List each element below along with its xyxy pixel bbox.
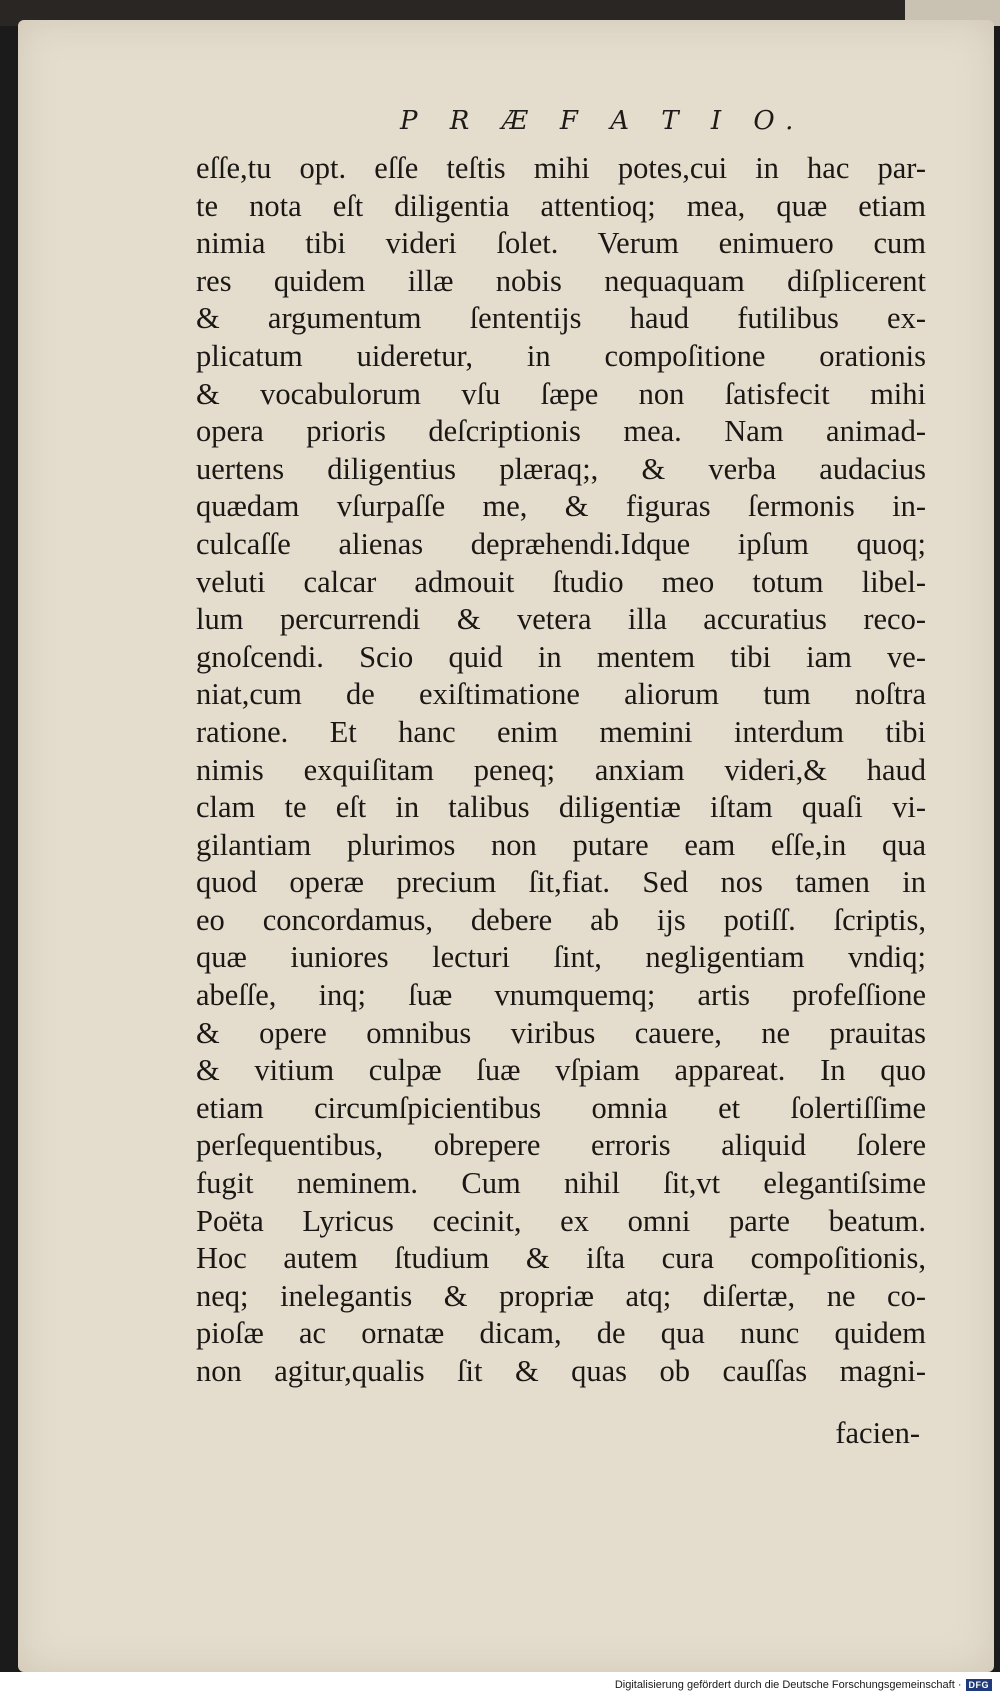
text-line: neq; inelegantis & propriæ atq; diſertæ, ne co- <box>196 1278 926 1313</box>
text-line: & vitium culpæ ſuæ vſpiam appareat. In quo <box>196 1053 926 1088</box>
text-line: quod operæ precium ſit,fiat. Sed nos tamen in <box>196 865 926 900</box>
text-line: & vocabulorum vſu ſæpe non ſatisfecit mihi <box>196 376 926 411</box>
text-line: non agitur,qualis ſit & quas ob cauſſas magni- <box>196 1354 926 1388</box>
text-line: pioſæ ac ornatæ dicam, de qua nunc quidem <box>196 1316 926 1351</box>
funding-credit <box>615 1677 992 1693</box>
text-line: Poëta Lyricus cecinit, ex omni parte beatum. <box>196 1203 926 1238</box>
text-line: eo concordamus, debere ab ijs potiſſ. ſcriptis, <box>196 902 926 937</box>
text-line: opera prioris deſcriptionis mea. Nam animad- <box>196 414 926 449</box>
text-line: culcaſſe alienas depræhendi.Idque ipſum quoq; <box>196 526 926 561</box>
text-line: niat,cum de exiſtimatione aliorum tum noſtra <box>196 677 926 712</box>
text-line: quæ iuniores lecturi ſint, negligentiam vndiq; <box>196 940 926 975</box>
text-line: plicatum uideretur, in compoſitione orationis <box>196 338 926 373</box>
text-line: gnoſcendi. Scio quid in mentem tibi iam ve- <box>196 639 926 674</box>
text-line: veluti calcar admouit ſtudio meo totum libel- <box>196 564 926 599</box>
text-line: te nota eſt diligentia attentioq; mea, quæ etiam <box>196 188 926 223</box>
page-body-text <box>196 150 926 1391</box>
text-line: clam te eſt in talibus diligentiæ iſtam quaſi vi- <box>196 790 926 825</box>
text-line: & argumentum ſententijs haud futilibus ex- <box>196 301 926 336</box>
text-line: eſſe,tu opt. eſſe teſtis mihi potes,cui in hac par- <box>196 151 926 185</box>
text-line: abeſſe, inq; ſuæ vnumquemq; artis profeſſione <box>196 978 926 1013</box>
text-line: perſequentibus, obrepere erroris aliquid ſolere <box>196 1128 926 1163</box>
text-line: nimia tibi videri ſolet. Verum enimuero cum <box>196 226 926 261</box>
text-line: nimis exquiſitam peneq; anxiam videri,& haud <box>196 752 926 787</box>
text-line: res quidem illæ nobis nequaquam diſplicerent <box>196 263 926 298</box>
text-line: ratione. Et hanc enim memini interdum tibi <box>196 714 926 749</box>
text-line: & opere omnibus viribus cauere, ne prauitas <box>196 1015 926 1050</box>
catchword: facien- <box>835 1416 920 1450</box>
text-line: fugit neminem. Cum nihil ſit,vt elegantiſsime <box>196 1166 926 1201</box>
text-line: quædam vſurpaſſe me, & figuras ſermonis in- <box>196 489 926 524</box>
running-head: P R Æ F A T I O. <box>400 106 806 136</box>
text-line: uertens diligentius plæraq;, & verba audacius <box>196 451 926 486</box>
funding-credit-text: Digitalisierung gefördert durch die Deutsche Forschungsgemeinschaft · <box>614 1679 962 1691</box>
text-line: gilantiam plurimos non putare eam eſſe,in qua <box>196 827 926 862</box>
text-line: Hoc autem ſtudium & iſta cura compoſitionis, <box>196 1241 926 1276</box>
dfg-logo: DFG <box>966 1679 993 1691</box>
text-line: lum percurrendi & vetera illa accuratius reco- <box>196 602 926 637</box>
text-line: etiam circumſpicientibus omnia et ſolertiſſime <box>196 1090 926 1125</box>
